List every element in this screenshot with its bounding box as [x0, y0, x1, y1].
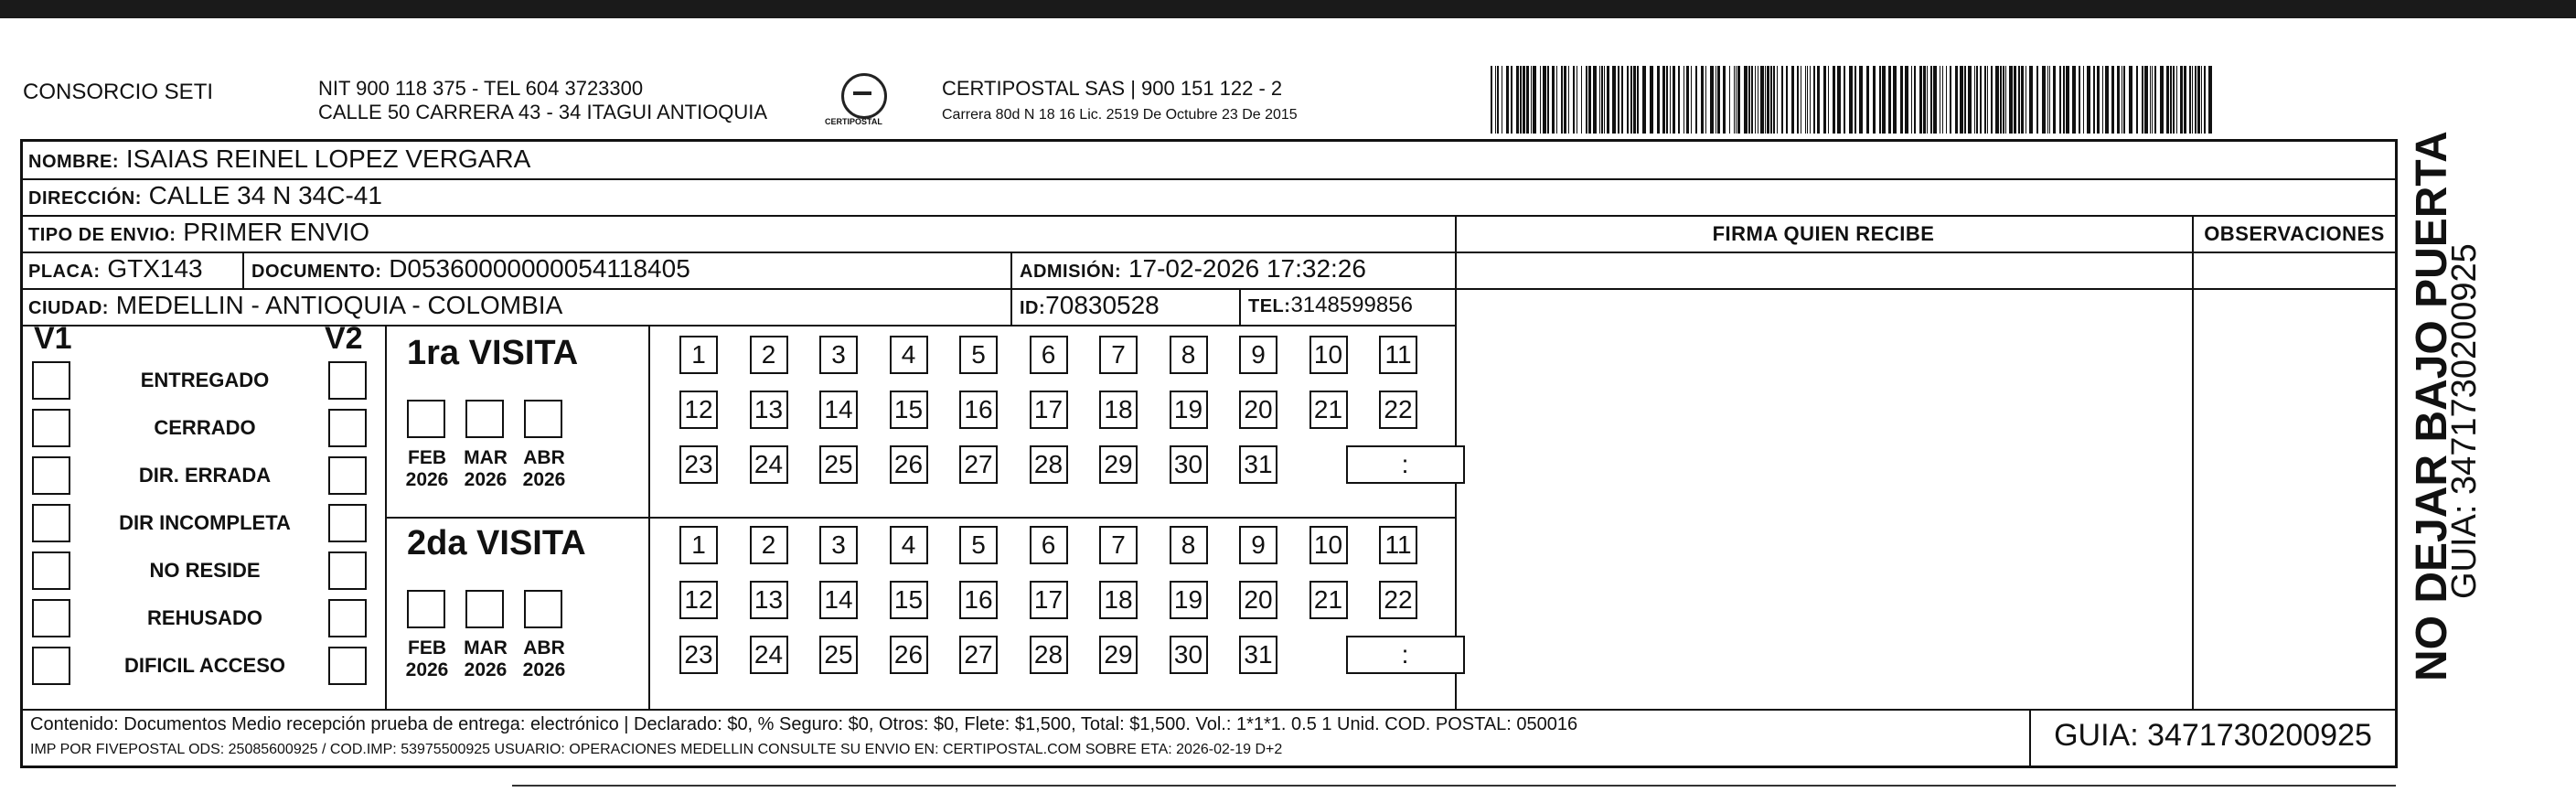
day-box[interactable]: 30	[1170, 636, 1208, 674]
day-box[interactable]: 17	[1030, 581, 1068, 619]
bottom-rule	[512, 785, 2396, 787]
logo-caption: CERTIPOSTAL	[825, 117, 882, 126]
month-year: 2026	[405, 659, 449, 680]
v1-checkbox[interactable]	[32, 456, 70, 495]
day-box[interactable]: 19	[1170, 581, 1208, 619]
day-box[interactable]: 9	[1239, 336, 1277, 374]
tel-label: TEL:	[1248, 296, 1291, 316]
day-box[interactable]: 5	[959, 336, 998, 374]
ciudad-label: CIUDAD:	[28, 298, 109, 318]
side-warning: NO DEJAR BAJO PUERTA	[2408, 131, 2456, 681]
day-box[interactable]: 3	[819, 336, 858, 374]
day-box[interactable]: 29	[1099, 636, 1138, 674]
month-label	[400, 447, 454, 491]
day-box[interactable]: 6	[1030, 336, 1068, 374]
month-checkbox[interactable]	[524, 590, 562, 628]
month-label	[458, 637, 513, 681]
id-value: 70830528	[1045, 291, 1160, 319]
v2-header: V2	[325, 321, 363, 356]
day-box[interactable]: 1	[679, 336, 718, 374]
delivery-form	[20, 139, 2398, 768]
day-box[interactable]: 30	[1170, 445, 1208, 484]
documento-value: D05360000000054118405	[389, 254, 690, 283]
day-box[interactable]: 20	[1239, 581, 1277, 619]
admision-value: 17-02-2026 17:32:26	[1128, 254, 1366, 283]
v1-checkbox[interactable]	[32, 409, 70, 447]
day-box[interactable]: 17	[1030, 391, 1068, 429]
month-checkbox[interactable]	[465, 590, 504, 628]
day-box[interactable]: 21	[1309, 581, 1348, 619]
top-border	[0, 0, 2576, 18]
day-box[interactable]: 31	[1239, 636, 1277, 674]
tipo-label: TIPO DE ENVIO:	[28, 225, 176, 245]
day-box[interactable]: 7	[1099, 526, 1138, 564]
direccion-value: CALLE 34 N 34C-41	[148, 181, 382, 209]
status-label: ENTREGADO	[140, 369, 270, 391]
day-box[interactable]: 5	[959, 526, 998, 564]
v1-header: V1	[34, 321, 72, 356]
status-label: DIR. ERRADA	[138, 464, 272, 487]
status-label: REHUSADO	[147, 606, 262, 629]
first-visit-title: 1ra VISITA	[407, 334, 579, 372]
footer-imp: IMP POR FIVEPOSTAL ODS: 25085600925 / COD.IMP: 53975500925 USUARIO: OPERACIONES MEDELLIN CONSULTE SU ENVIO EN: CERTIPOSTAL.COM SOBRE ETA: 2026-02-19 D+2	[30, 742, 1283, 757]
day-box[interactable]: 6	[1030, 526, 1068, 564]
observaciones-header: OBSERVACIONES	[2204, 222, 2385, 245]
month-name: FEB	[408, 637, 446, 658]
day-box[interactable]: 10	[1309, 526, 1348, 564]
nombre-value: ISAIAS REINEL LOPEZ VERGARA	[125, 145, 531, 173]
month-name: FEB	[408, 447, 446, 468]
v1-checkbox[interactable]	[32, 647, 70, 685]
nit-line: NIT 900 118 375 - TEL 604 3723300	[318, 77, 644, 100]
day-box[interactable]: 12	[679, 391, 718, 429]
v2-checkbox[interactable]	[328, 361, 367, 400]
month-year: 2026	[464, 659, 508, 680]
day-box[interactable]: 28	[1030, 445, 1068, 484]
day-box[interactable]: 9	[1239, 526, 1277, 564]
status-label: DIFICIL ACCESO	[123, 654, 285, 677]
day-box[interactable]: 11	[1379, 336, 1417, 374]
day-box[interactable]: 4	[890, 336, 928, 374]
month-year: 2026	[522, 469, 566, 490]
admision-label: ADMISIÓN:	[1020, 262, 1122, 282]
month-label	[400, 637, 454, 681]
day-box[interactable]: 27	[959, 445, 998, 484]
month-label	[517, 447, 572, 491]
day-box[interactable]: 15	[890, 581, 928, 619]
day-box[interactable]: 4	[890, 526, 928, 564]
day-box[interactable]: 15	[890, 391, 928, 429]
v2-checkbox[interactable]	[328, 599, 367, 637]
day-box[interactable]: 16	[959, 581, 998, 619]
month-year: 2026	[405, 469, 449, 490]
month-name: MAR	[464, 637, 508, 658]
day-box[interactable]: 2	[750, 526, 788, 564]
day-box[interactable]: 16	[959, 391, 998, 429]
v2-checkbox[interactable]	[328, 647, 367, 685]
nombre-label: NOMBRE:	[28, 152, 120, 172]
day-box[interactable]: 13	[750, 581, 788, 619]
day-box[interactable]: 2	[750, 336, 788, 374]
day-box[interactable]: 25	[819, 636, 858, 674]
day-box[interactable]: 10	[1309, 336, 1348, 374]
day-box[interactable]: 18	[1099, 581, 1138, 619]
month-checkbox[interactable]	[465, 400, 504, 438]
carrier-line: CERTIPOSTAL SAS | 900 151 122 - 2	[942, 77, 1283, 100]
placa-label: PLACA:	[28, 262, 101, 282]
status-label: DIR INCOMPLETA	[119, 511, 291, 534]
side-guia: GUIA: 3471730200925	[2445, 243, 2484, 599]
month-label	[517, 637, 572, 681]
day-box[interactable]: 31	[1239, 445, 1277, 484]
month-name: MAR	[464, 447, 508, 468]
v2-checkbox[interactable]	[328, 409, 367, 447]
documento-label: DOCUMENTO:	[251, 262, 382, 282]
month-name: ABR	[523, 447, 565, 468]
day-box[interactable]: 12	[679, 581, 718, 619]
day-box[interactable]: 8	[1170, 526, 1208, 564]
status-label: NO RESIDE	[149, 559, 261, 582]
day-box[interactable]: 28	[1030, 636, 1068, 674]
day-box[interactable]: 3	[819, 526, 858, 564]
month-checkbox[interactable]	[524, 400, 562, 438]
firma-header: FIRMA QUIEN RECIBE	[1712, 222, 1935, 245]
month-checkbox[interactable]	[407, 590, 445, 628]
day-box[interactable]: 29	[1099, 445, 1138, 484]
v1-checkbox[interactable]	[32, 551, 70, 590]
day-box[interactable]: 22	[1379, 391, 1417, 429]
day-box[interactable]: 14	[819, 391, 858, 429]
day-box[interactable]: 20	[1239, 391, 1277, 429]
day-box[interactable]: 19	[1170, 391, 1208, 429]
day-box[interactable]: 23	[679, 636, 718, 674]
month-name: ABR	[523, 637, 565, 658]
month-checkbox[interactable]	[407, 400, 445, 438]
day-box[interactable]: 8	[1170, 336, 1208, 374]
footer-contents: Contenido: Documentos Medio recepción prueba de entrega: electrónico | Declarado: $0, % Seguro: $0, Otros: $0, Flete: $1,500, Total: $1,500. Vol.: 1*1*1. 0.5 1 Unid. COD. POSTAL: 050016	[30, 714, 1578, 734]
day-box[interactable]: 21	[1309, 391, 1348, 429]
v2-checkbox[interactable]	[328, 456, 367, 495]
day-box[interactable]: 26	[890, 445, 928, 484]
second-visit-title: 2da VISITA	[407, 524, 586, 562]
month-year: 2026	[464, 469, 508, 490]
tel-value: 3148599856	[1290, 293, 1413, 317]
certipostal-logo-icon	[841, 73, 887, 119]
address-line: CALLE 50 CARRERA 43 - 34 ITAGUI ANTIOQUIA	[318, 101, 768, 123]
status-label: CERRADO	[154, 416, 256, 439]
month-year: 2026	[522, 659, 566, 680]
month-label	[458, 447, 513, 491]
company-name: CONSORCIO SETI	[23, 80, 214, 104]
v1-checkbox[interactable]	[32, 599, 70, 637]
day-box[interactable]: 13	[750, 391, 788, 429]
day-box[interactable]: 7	[1099, 336, 1138, 374]
day-box[interactable]: 1	[679, 526, 718, 564]
barcode-icon	[1491, 66, 2218, 134]
v2-checkbox[interactable]	[328, 504, 367, 542]
day-box[interactable]: 27	[959, 636, 998, 674]
day-box[interactable]: 14	[819, 581, 858, 619]
placa-value: GTX143	[107, 254, 203, 283]
v1-checkbox[interactable]	[32, 504, 70, 542]
time-field[interactable]: :	[1346, 636, 1465, 674]
day-box[interactable]: 26	[890, 636, 928, 674]
footer-guia: GUIA: 3471730200925	[2054, 718, 2372, 753]
day-box[interactable]: 23	[679, 445, 718, 484]
day-box[interactable]: 25	[819, 445, 858, 484]
v2-checkbox[interactable]	[328, 551, 367, 590]
direccion-label: DIRECCIÓN:	[28, 188, 142, 209]
ciudad-value: MEDELLIN - ANTIOQUIA - COLOMBIA	[115, 291, 563, 319]
day-box[interactable]: 24	[750, 445, 788, 484]
carrier-address: Carrera 80d N 18 16 Lic. 2519 De Octubre 23 De 2015	[942, 107, 1298, 123]
day-box[interactable]: 22	[1379, 581, 1417, 619]
time-field[interactable]: :	[1346, 445, 1465, 484]
id-label: ID:	[1020, 298, 1046, 318]
v1-checkbox[interactable]	[32, 361, 70, 400]
tipo-value: PRIMER ENVIO	[183, 218, 370, 246]
day-box[interactable]: 24	[750, 636, 788, 674]
day-box[interactable]: 18	[1099, 391, 1138, 429]
day-box[interactable]: 11	[1379, 526, 1417, 564]
